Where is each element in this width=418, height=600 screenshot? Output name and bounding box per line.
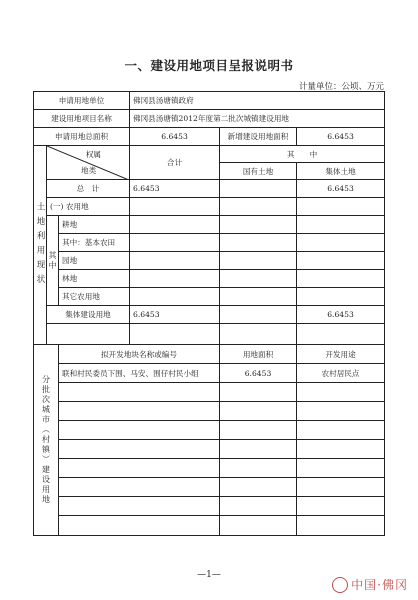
total-row-label: 总 计 (47, 180, 130, 198)
other-farm-row (34, 288, 385, 306)
basic-farmland-row (34, 234, 385, 252)
land-type-header: 地类 (81, 166, 97, 175)
garden-row (34, 252, 385, 270)
basic-farmland-label: 其中：基本农田 (59, 234, 130, 252)
parcel-row-empty (34, 516, 385, 536)
arable-label: 耕地 (59, 216, 130, 234)
parcel-row-empty (34, 383, 385, 402)
parcel-row-empty (34, 478, 385, 497)
ownership-header: 权属 (85, 150, 101, 159)
category-ownership-header (47, 146, 130, 180)
parcel-row-empty (34, 459, 385, 478)
total-row-total: 6.6453 (130, 180, 220, 198)
applicant-label: 申请用地单位 (34, 92, 130, 110)
project-label: 建设用地项目名称 (34, 110, 130, 128)
total-row (34, 180, 385, 198)
farmland-label: (一) 农用地 (47, 198, 130, 216)
total-area-value: 6.6453 (130, 128, 220, 146)
total-row-state (220, 180, 297, 198)
parcel-use: 农村居民点 (297, 364, 385, 383)
total-area-row (34, 128, 385, 146)
land-status-header-row-1 (34, 146, 385, 163)
farmland-row (34, 198, 385, 216)
batch-side-label: 分批次城市（村镇）建设用地 (34, 345, 59, 536)
garden-label: 园地 (59, 252, 130, 270)
project-value: 佛冈县汤塘镇2012年度第二批次城镇建设用地 (130, 110, 385, 128)
new-area-label: 新增建设用地面积 (220, 128, 297, 146)
document-title: 一、建设用地项目呈报说明书 (124, 58, 294, 73)
collective-construction-row (34, 306, 385, 324)
collective-construction-collective: 6.6453 (297, 306, 385, 324)
total-area-label: 申请用地总面积 (34, 128, 130, 146)
arable-row (34, 216, 385, 234)
land-status-side-label: 土地利用现状 (34, 146, 47, 345)
watermark-logo (332, 576, 408, 594)
seal-icon (332, 577, 348, 593)
applicant-value: 佛冈县汤塘镇政府 (130, 92, 385, 110)
collective-land-header: 集体土地 (297, 163, 385, 180)
total-row-collective: 6.6453 (297, 180, 385, 198)
parcel-row (34, 364, 385, 383)
parcel-area: 6.6453 (220, 364, 297, 383)
land-status-blank-row (34, 324, 385, 345)
unit-note: 计量单位：公顷、万元 (298, 82, 384, 92)
parcel-row-empty (34, 497, 385, 516)
total-column-header: 合计 (130, 146, 220, 180)
parcel-name-header: 拟开发地块名称或编号 (59, 345, 220, 364)
forest-row (34, 270, 385, 288)
project-row (34, 110, 385, 128)
parcel-name: 联和村民委员下围、马安、围仔村民小组 (59, 364, 220, 383)
collective-construction-label: 集体建设用地 (47, 306, 130, 324)
parcel-row-empty (34, 440, 385, 459)
parcel-area-header: 用地面积 (220, 345, 297, 364)
collective-construction-total: 6.6453 (130, 306, 220, 324)
applicant-row (34, 92, 385, 110)
parcel-row-empty (34, 421, 385, 440)
watermark-text: 中国·佛冈 (351, 578, 408, 592)
among-header: 其 中 (220, 146, 385, 163)
batch-header-row (34, 345, 385, 364)
among-mark: 其中 (47, 216, 59, 306)
forest-label: 林地 (59, 270, 130, 288)
parcel-row-empty (34, 402, 385, 421)
parcel-use-header: 开发用途 (297, 345, 385, 364)
project-form-table (33, 91, 385, 536)
page-number: —1— (197, 570, 221, 580)
new-area-value: 6.6453 (297, 128, 385, 146)
other-farm-label: 其它农用地 (59, 288, 130, 306)
state-land-header: 国有土地 (220, 163, 297, 180)
